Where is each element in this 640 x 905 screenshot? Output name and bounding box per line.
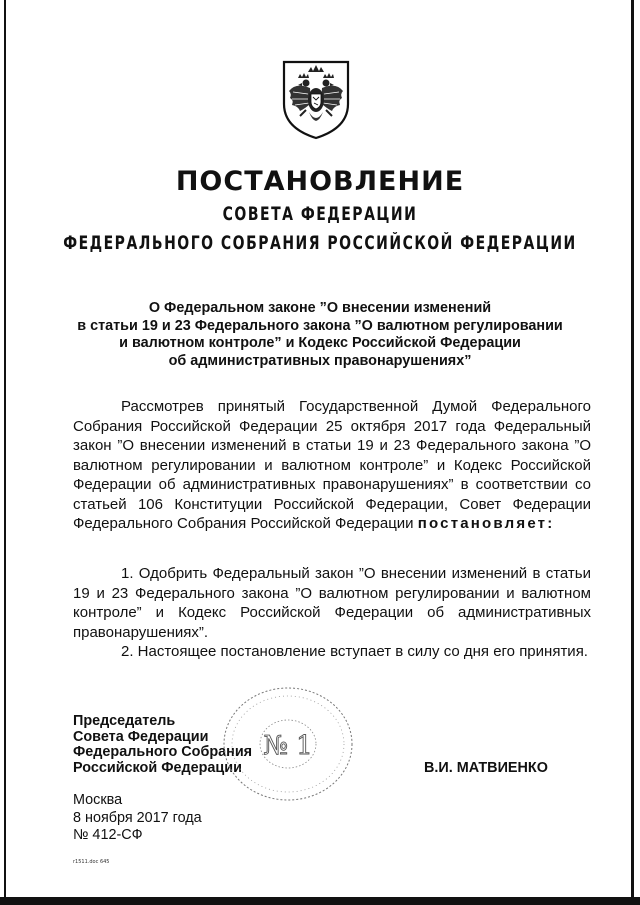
subject-line: и валютном контроле” и Кодекс Российской Федерации bbox=[119, 335, 521, 352]
document-authority-line1: СОВЕТА ФЕДЕРАЦИИ bbox=[222, 204, 418, 226]
decree-word: постановляет: bbox=[417, 515, 555, 532]
document-number: № 412-СФ bbox=[73, 827, 143, 843]
official-stamp bbox=[218, 684, 358, 804]
page-border-bottom bbox=[0, 897, 640, 905]
decree-item-2: 2. Настоящее постановление вступает в силу со дня его принятия. bbox=[121, 643, 588, 660]
subject-line: об административных правонарушениях” bbox=[168, 352, 472, 369]
document-place-date bbox=[73, 792, 202, 845]
city: Москва bbox=[73, 792, 123, 808]
position-line: Совета Федерации bbox=[73, 728, 209, 745]
decree-item-1: 1. Одобрить Федеральный закон ”О внесении изменений в статьи 19 и 23 Федерального закона ”О валютном регулировании и валютном контроле” и Кодекс Российской Федерации об административных правонарушениях”. bbox=[73, 565, 591, 641]
position-line: Федерального Собрания bbox=[73, 744, 253, 760]
subject-line: О Федеральном законе ”О внесении изменений bbox=[148, 300, 492, 316]
document-authority-line2: ФЕДЕРАЛЬНОГО СОБРАНИЯ РОССИЙСКОЙ ФЕДЕРАЦИИ bbox=[63, 233, 577, 255]
page-border-left bbox=[4, 0, 6, 897]
stamp-number: № 1 bbox=[263, 731, 313, 761]
file-reference: r1511.doc 645 bbox=[73, 859, 110, 865]
subject-line: в статьи 19 и 23 Федерального закона ”О валютном регулировании bbox=[77, 317, 563, 334]
signatory-name: В.И. МАТВИЕНКО bbox=[424, 760, 548, 776]
coat-of-arms-icon bbox=[278, 58, 354, 142]
preamble-text: Рассмотрев принятый Государственной Думой Федерального Собрания Российской Федерации 25 октября 2017 года Федеральный закон ”О внесении изменений в статьи 19 и 23 Федерального закона ”О валютном регулировании и валютном контроле” и Кодекс Российской Федерации об административных правонарушениях” в соответствии со статьей 106 Конституции Российской Федерации, Совет Федерации Федерального Собрания Российской Федерации bbox=[73, 398, 591, 532]
document-subject bbox=[40, 300, 600, 370]
position-line: Российской Федерации bbox=[73, 759, 242, 776]
preamble-paragraph bbox=[73, 397, 591, 534]
date: 8 ноября 2017 года bbox=[73, 809, 202, 826]
document-title: ПОСТАНОВЛЕНИЕ bbox=[175, 166, 465, 197]
position-line: Председатель bbox=[73, 713, 176, 729]
page-border-right bbox=[631, 0, 634, 897]
